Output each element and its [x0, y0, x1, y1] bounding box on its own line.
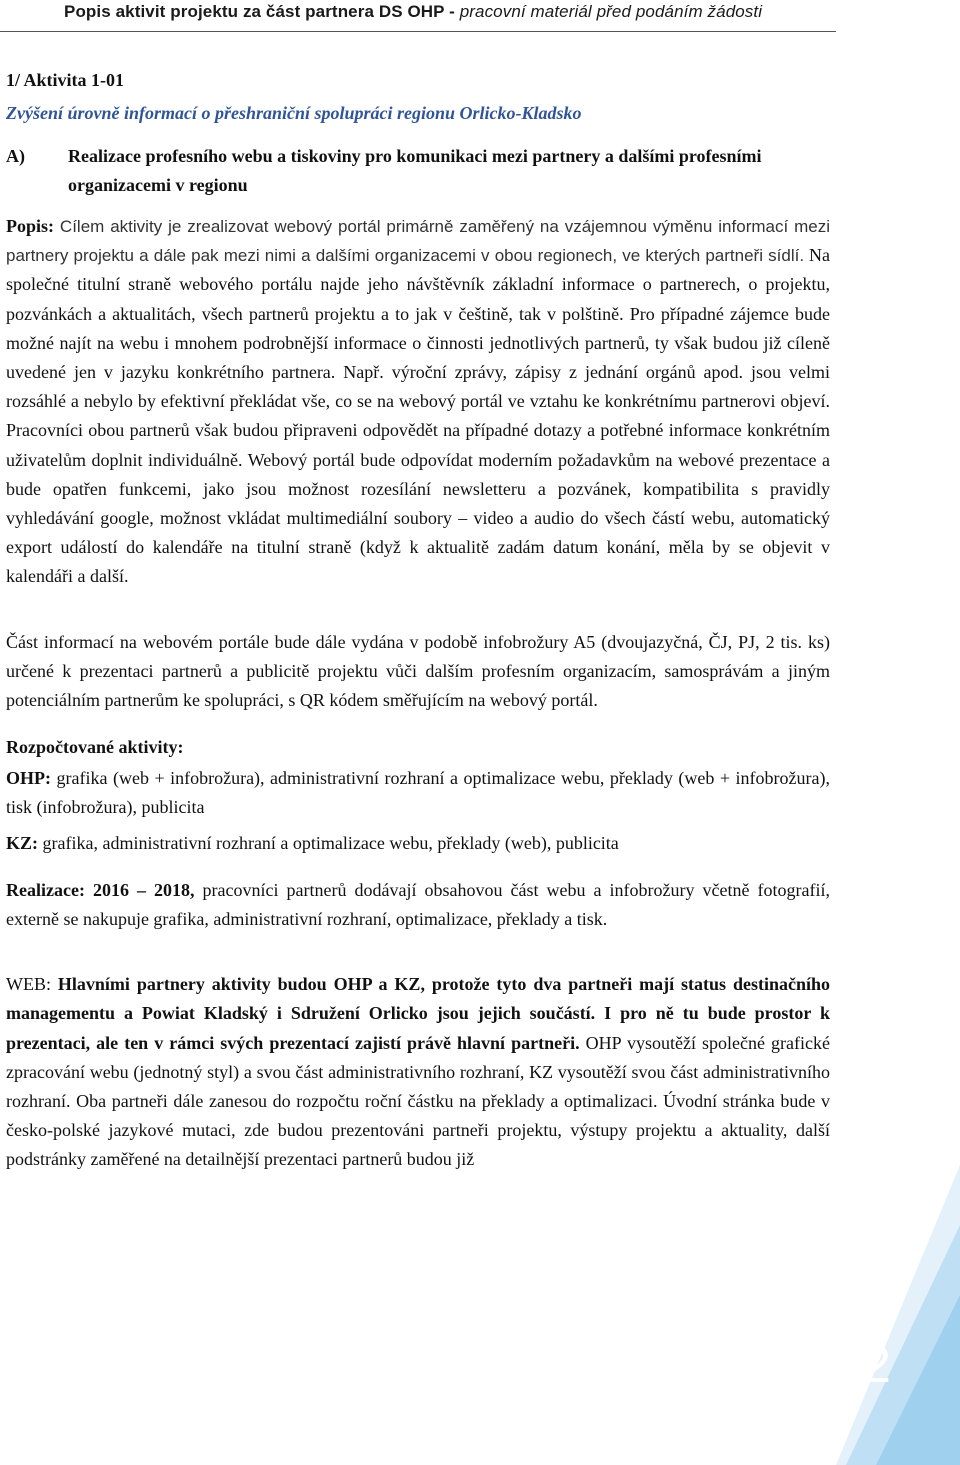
web-label: WEB: [6, 974, 58, 995]
popis-label: Popis: [6, 216, 55, 236]
infobrozura-paragraph: Část informací na webovém portále bude dále vydána v podobě infobrožury A5 (dvoujazyčná, ČJ, PJ, 2 tis. ks) určené k prezentaci partnerů a publicitě projektu vůči dalším profesním organizacím, samosprávám a jiným potenciálním partnerům ke spolupráci, s QR kódem směřujícím na webový portál. [6, 631, 830, 711]
header-title [64, 2, 762, 22]
budget-kz-label: KZ: [6, 832, 39, 853]
popis-paragraph [6, 212, 830, 592]
web-text: OHP vysoutěží společné grafické zpracování webu (jednotný styl) a svou část administrativního rozhraní, KZ vysoutěží svou část administrativního rozhraní. Oba partneři dále zanesou do rozpočtu roční částku na překlady a optimalizaci. Úvodní stránka bude v česko-polské jazykové mutaci, zde budou prezentováni partneři projektu, výstupy projektu a aktuality, další podstránky zaměřené na detailnější prezentaci partnerů budou již [6, 1032, 830, 1170]
budget-ohp [6, 764, 830, 822]
budget-ohp-text: grafika (web + infobrožura), administrativní rozhraní a optimalizace webu, překlady (web + infobrožura), tisk (infobrožura), publicita [6, 768, 830, 818]
realizace-text: pracovníci partnerů dodávají obsahovou část webu a infobrožury včetně fotografií, externě se nakupuje grafika, administrativní rozhraní, optimalizace, překlady a tisk. [6, 879, 830, 930]
web-bold-text: Hlavními partnery aktivity budou OHP a KZ, protože tyto dva partneři mají status destinačního managementu a Powiat Kladský i Sdružení Orlicko jsou jejich součástí. I pro ně tu bude prostor k prezentaci, ale ten v rámci svých prezentací zajistí právě hlavní partneři. [6, 974, 830, 1053]
header-title-italic: pracovní materiál před podáním žádosti [459, 2, 763, 21]
section-a-title: Realizace profesního webu a tiskoviny pro komunikaci mezi partnery a dalšími profesními organizacemi v regionu [68, 146, 762, 195]
activity-code: 1/ Aktivita 1-01 [6, 70, 125, 90]
popis-serif-text: Na společné titulní straně webového portálu najde jeho návštěvník základní informace o partnerech, o projektu, pozvánkách a aktualitách, všech partnerů projektu a to jak v češtině, tak v polštině. Pro případné zájemce bude možné najít na webu i mnohem podrobnější informace o činnosti jednotlivých partnerů, ty však budou již cíleně uvedené jen v jazyku konkrétního partnera. Např. výroční zprávy, zápisy z jednání orgánů apod. jsou velmi rozsáhlé a nebylo by efektivní překládat vše, co se na webový portál ve vztahu ke konkrétnímu partnerovi objeví. Pracovníci obou partnerů však budou připraveni odpovědět na případné dotazy a potřebné informace konkrétním uživatelům doplnit individuálně. Webový portál bude odpovídat moderním požadavkům na webové prezentace a bude opatřen funkcemi, jako jsou možnost rozesílání newsletteru a pozvánek, kompatibilita s pravidly vyhledávání google, možnost vkládat multimediální soubory – video a audio do všech částí webu, automatický export událostí do kalendáře na titulní straně (když k aktualitě zadám datum konání, měla by se objevit v kalendáři a další. [6, 245, 830, 587]
header-title-bold: Popis aktivit projektu za část partnera DS OHP - [64, 2, 460, 21]
realizace-label: Realizace: 2016 – 2018, [6, 879, 195, 900]
budget-heading: Rozpočtované aktivity: [6, 737, 184, 758]
section-a-mark: A) [6, 146, 25, 166]
document-body [6, 70, 830, 1175]
popis-sans-text: Cílem aktivity je zrealizovat webový portál primárně zaměřený na vzájemnou výměnu informací mezi partnery projektu a dále pak mezi nimi a dalšími organizacemi v obou regionech, ve kterých partneři sídlí. [6, 217, 830, 266]
popis-block [6, 212, 830, 592]
header-divider [0, 31, 836, 32]
realizace-paragraph [6, 876, 830, 934]
budget-ohp-label: OHP: [6, 768, 51, 789]
page-header [0, 0, 836, 34]
web-paragraph [6, 970, 830, 1174]
activity-title: Zvýšení úrovně informací o přeshraniční spolupráci regionu Orlicko-Kladsko [6, 103, 582, 123]
corner-decoration [836, 1165, 960, 1465]
page-number: 2 [862, 1336, 891, 1394]
section-a-heading [6, 142, 830, 200]
budget-kz [6, 829, 830, 858]
budget-kz-text: grafika, administrativní rozhraní a optimalizace webu, překlady (web), publicita [38, 832, 619, 853]
